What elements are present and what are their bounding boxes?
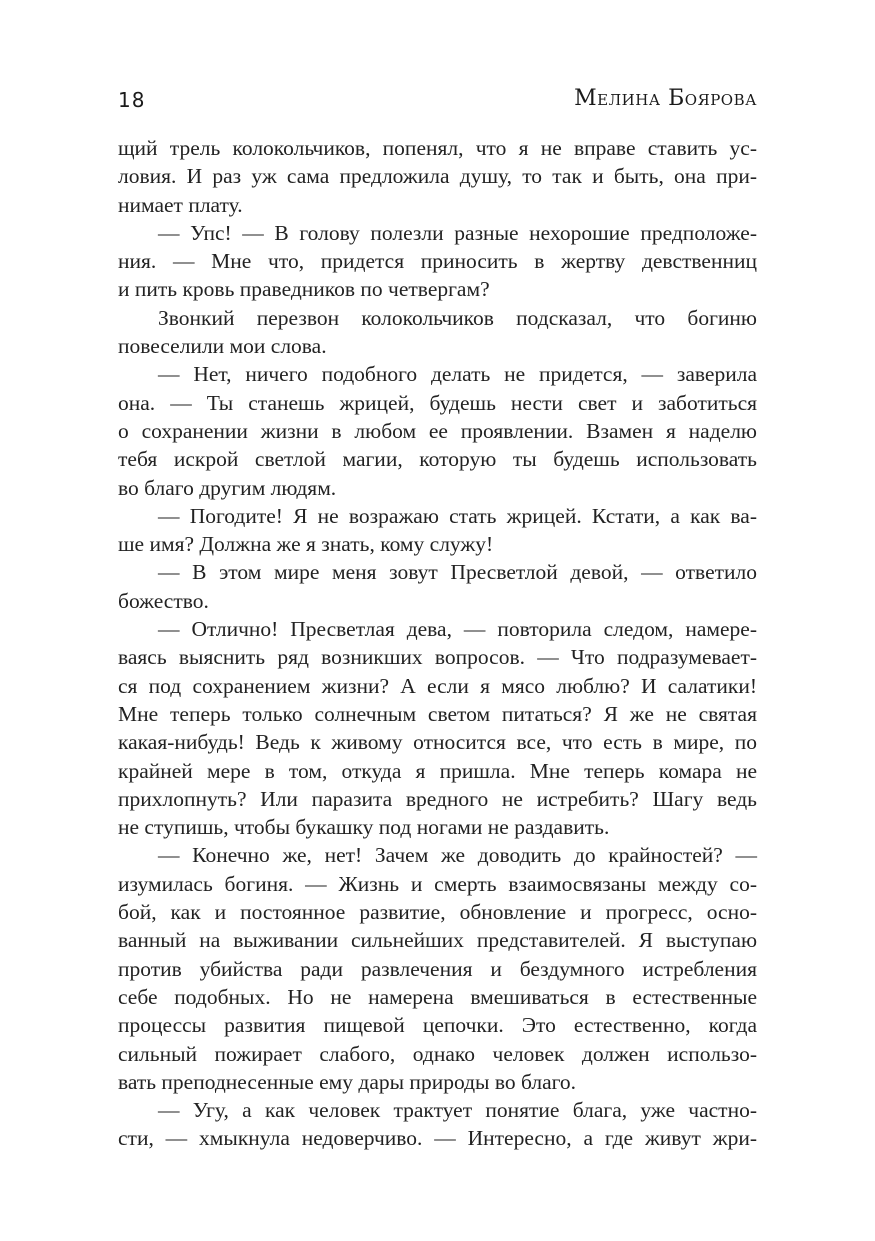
text-line: она. — Ты станешь жрицей, будешь нести свет и заботиться <box>118 390 757 415</box>
text-line: и пить кровь праведников по четвергам? <box>118 277 490 302</box>
text-line: Звонкий перезвон колокольчиков подсказал, что богиню <box>158 305 757 330</box>
text-line: бой, как и постоянное развитие, обновление и прогресс, осно- <box>118 900 757 925</box>
text-line: процессы развития пищевой цепочки. Это естественно, когда <box>118 1013 757 1038</box>
text-line: — В этом мире меня зовут Пресветлой девой, — ответило <box>158 560 757 585</box>
text-line: — Погодите! Я не возражаю стать жрицей. Кстати, а как ва- <box>158 503 757 528</box>
page-header <box>118 84 757 120</box>
text-line: не ступишь, чтобы букашку под ногами не раздавить. <box>118 815 610 840</box>
text-line: ванный на выживании сильнейших представителей. Я выступаю <box>118 928 757 953</box>
text-line: повеселили мои слова. <box>118 334 327 359</box>
text-line: щий трель колокольчиков, попенял, что я не вправе ставить ус- <box>118 136 757 160</box>
text-line: изумилась богиня. — Жизнь и смерть взаимосвязаны между со- <box>118 871 757 896</box>
page-number: 18 <box>118 88 146 112</box>
text-line: — Нет, ничего подобного делать не придется, — заверила <box>158 362 757 387</box>
text-line: себе подобных. Но не намерена вмешиваться в естественные <box>118 984 757 1009</box>
text-line: тебя искрой светлой магии, которую ты будешь использовать <box>118 447 757 472</box>
text-line: Мне теперь только солнечным светом питаться? Я же не святая <box>118 701 757 726</box>
text-line: ваясь выяснить ряд возникших вопросов. — Что подразумевает- <box>118 645 757 670</box>
text-line: сильный пожирает слабого, однако человек должен использо- <box>118 1041 757 1066</box>
text-line: божество. <box>118 588 209 613</box>
text-line: во благо другим людям. <box>118 475 337 500</box>
text-line: — Конечно же, нет! Зачем же доводить до крайностей? — <box>158 843 757 868</box>
text-line: — Угу, а как человек трактует понятие блага, уже частно- <box>158 1098 757 1123</box>
text-line: крайней мере в том, откуда я пришла. Мне теперь комара не <box>118 758 757 783</box>
text-line: — Упс! — В голову полезли разные нехорошие предположе- <box>158 220 757 245</box>
text-line: какая-нибудь! Ведь к живому относится все, что есть в мире, по <box>118 730 757 755</box>
text-line: против убийства ради развлечения и бездумного истребления <box>118 956 757 981</box>
text-line: вать преподнесенные ему дары природы во благо. <box>118 1069 577 1094</box>
text-line: ния. — Мне что, придется приносить в жертву девственниц <box>118 249 757 274</box>
text-line: прихлопнуть? Или паразита вредного не истребить? Шагу ведь <box>118 786 757 811</box>
body-text <box>118 134 757 1153</box>
text-line: ше имя? Должна же я знать, кому служу! <box>118 532 494 557</box>
text-line: — Отлично! Пресветлая дева, — повторила следом, намере- <box>158 617 757 642</box>
text-line: сти, — хмыкнула недоверчиво. — Интересно, а где живут жри- <box>118 1126 757 1151</box>
text-line: ся под сохранением жизни? А если я мясо люблю? И салатики! <box>118 673 757 698</box>
text-line: нимает плату. <box>118 192 243 217</box>
text-line: о сохранении жизни в любом ее проявлении. Взамен я наделю <box>118 418 757 443</box>
text-line: ловия. И раз уж сама предложила душу, то так и быть, она при- <box>118 164 757 189</box>
running-head-author: Мелина Боярова <box>574 86 757 111</box>
